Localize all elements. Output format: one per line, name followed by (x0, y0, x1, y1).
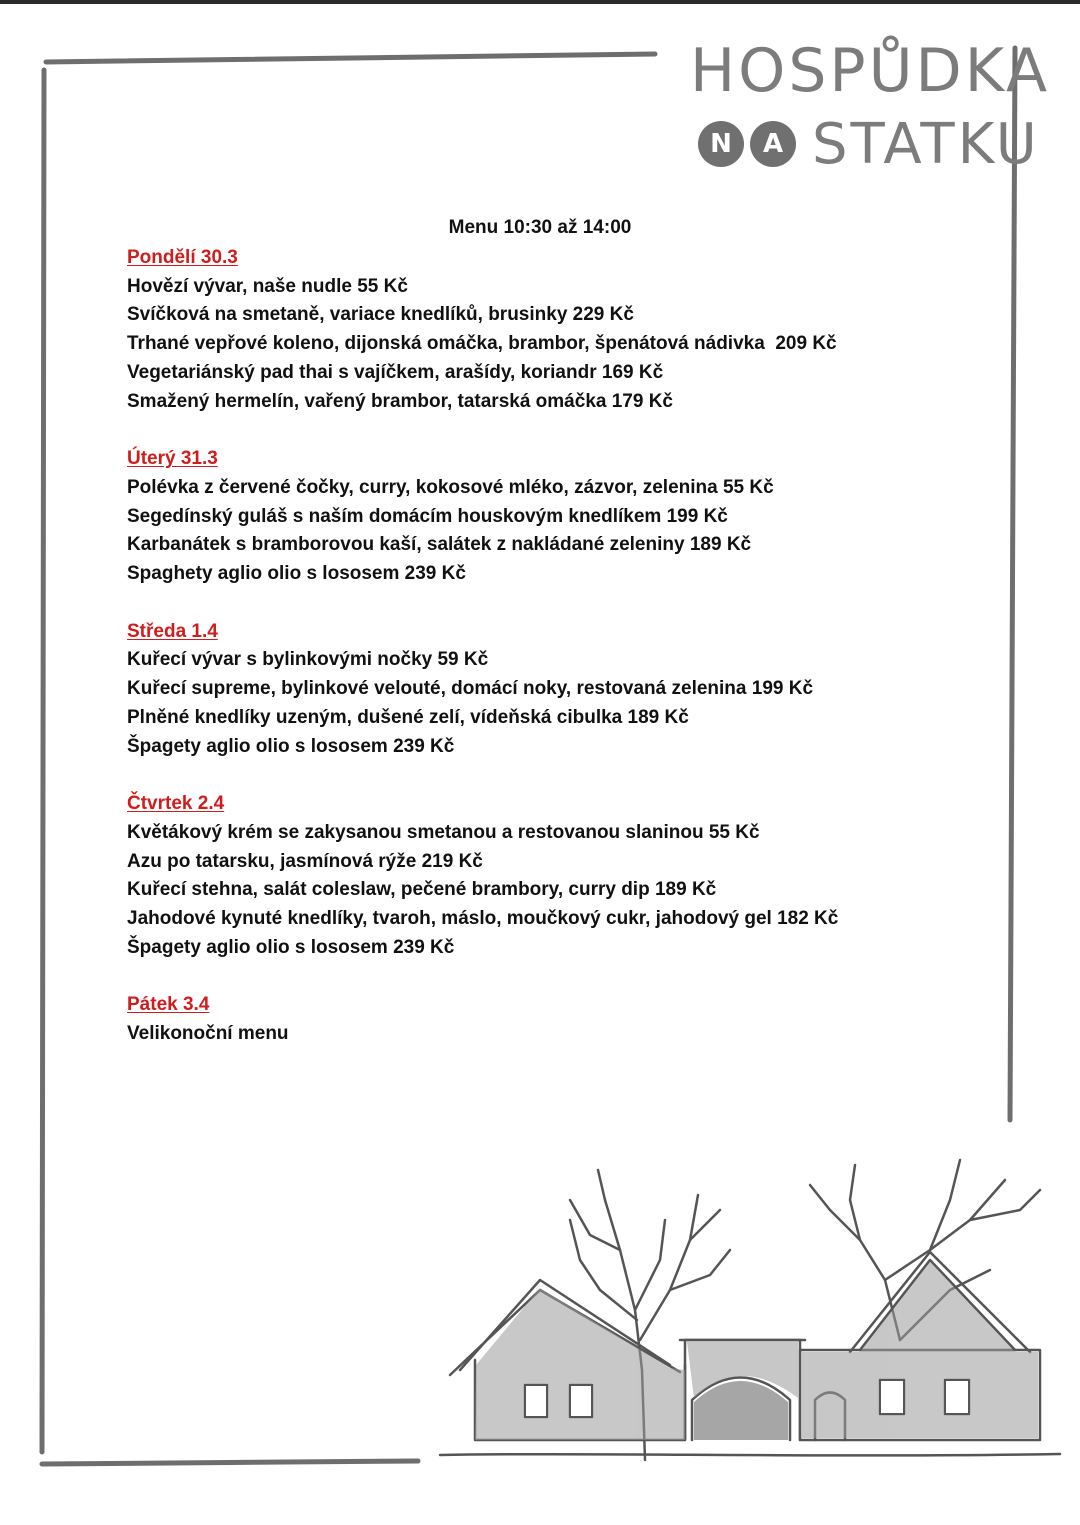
dish-item: Špagety aglio olio s lososem 239 Kč (127, 735, 455, 757)
day-section-tuesday (127, 445, 947, 589)
dish-item: Azu po tatarsku, jasmínová rýže 219 Kč (127, 850, 483, 872)
day-title: Středa 1.4 (127, 620, 218, 642)
day-section-thursday (127, 790, 947, 962)
dish-item: Kuřecí stehna, salát coleslaw, pečené brambory, curry dip 189 Kč (127, 879, 717, 901)
day-title: Pondělí 30.3 (127, 247, 238, 268)
day-section-wednesday (127, 618, 947, 762)
dish-item: Květákový krém se zakysanou smetanou a restovanou slaninou 55 Kč (127, 821, 760, 843)
day-section-friday (127, 991, 947, 1048)
dish-item: Plněné knedlíky uzeným, dušené zelí, vídeňská cibulka 189 Kč (127, 706, 689, 728)
dish-item: Trhané vepřové koleno, dijonská omáčka, brambor, špenátová nádivka 209 Kč (127, 333, 837, 355)
dish-item: Špagety aglio olio s lososem 239 Kč (127, 936, 455, 958)
day-title: Čtvrtek 2.4 (127, 793, 225, 815)
logo-text-hospudka: HOSPŮDKA (690, 36, 1051, 106)
restaurant-logo (690, 36, 1051, 177)
day-title: Úterý 31.3 (127, 448, 218, 470)
menu-title: Menu 10:30 až 14:00 (448, 217, 632, 238)
logo-text-statku: STATKU (812, 111, 1040, 177)
dish-item: Jahodové kynuté knedlíky, tvaroh, máslo, moučkový cukr, jahodový gel 182 Kč (127, 908, 839, 930)
day-section-monday (127, 244, 947, 416)
dish-item: Velikonoční menu (127, 1023, 289, 1045)
dish-item: Smažený hermelín, vařený brambor, tatarská omáčka 179 Kč (127, 390, 673, 412)
menu-content (127, 244, 947, 1078)
dish-item: Polévka z červené čočky, curry, kokosové mléko, zázvor, zelenina 55 Kč (127, 476, 774, 498)
dish-item: Kuřecí vývar s bylinkovými nočky 59 Kč (127, 649, 489, 671)
dish-item: Kuřecí supreme, bylinkové velouté, domácí noky, restovaná zelenina 199 Kč (127, 678, 814, 700)
logo-circle-n: N (698, 121, 744, 167)
dish-item: Svíčková na smetaně, variace knedlíků, brusinky 229 Kč (127, 304, 634, 326)
dish-item: Spaghety aglio olio s lososem 239 Kč (127, 563, 466, 585)
logo-circle-a: A (750, 121, 796, 167)
farmstead-illustration (430, 1140, 1070, 1500)
dish-item: Hovězí vývar, naše nudle 55 Kč (127, 275, 408, 297)
dish-item: Vegetariánský pad thai s vajíčkem, arašídy, koriandr 169 Kč (127, 361, 664, 383)
logo-line-na-statku (698, 112, 1040, 176)
dish-item: Segedínský guláš s naším domácím houskovým knedlíkem 199 Kč (127, 505, 728, 527)
dish-item: Karbanátek s bramborovou kaší, salátek z nakládané zeleniny 189 Kč (127, 534, 752, 556)
day-title: Pátek 3.4 (127, 994, 210, 1016)
